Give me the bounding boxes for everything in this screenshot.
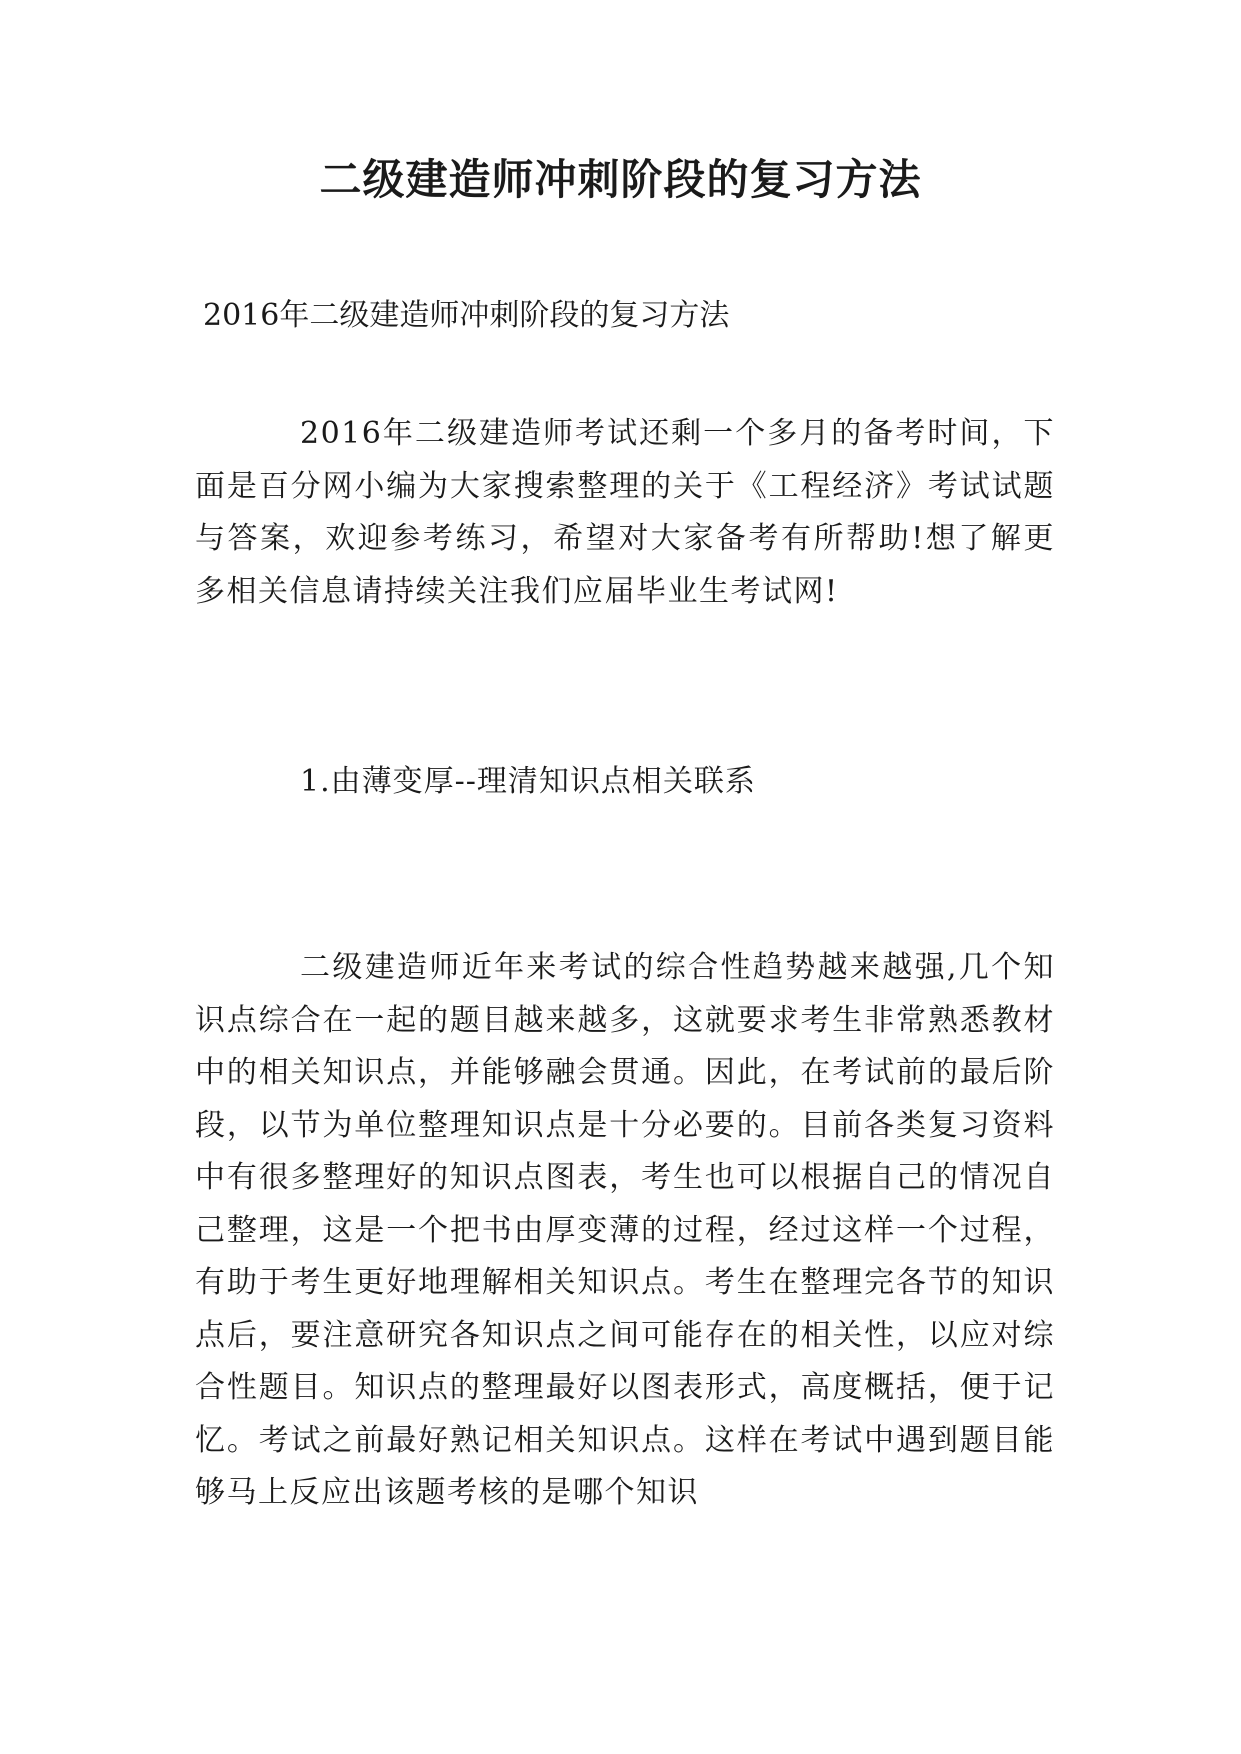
document-subtitle: 2016年二级建造师冲刺阶段的复习方法 [203,298,730,333]
section-heading: 1.由薄变厚--理清知识点相关联系 [300,764,756,799]
intro-paragraph: 2016年二级建造师考试还剩一个多月的备考时间，下面是百分网小编为大家搜索整理的关于《工程经济》考试试题与答案，欢迎参考练习，希望对大家备考有所帮助!想了解更多相关信息请持续关注我们应届毕业生考试网! [195,416,1055,609]
document-title: 二级建造师冲刺阶段的复习方法 [319,155,922,204]
section-body-paragraph: 二级建造师近年来考试的综合性趋势越来越强,几个知识点综合在一起的题目越来越多，这就要求考生非常熟悉教材中的相关知识点，并能够融会贯通。因此，在考试前的最后阶段，以节为单位整理知识点是十分必要的。目前各类复习资料中有很多整理好的知识点图表，考生也可以根据自己的情况自己整理，这是一个把书由厚变薄的过程，经过这样一个过程，有助于考生更好地理解相关知识点。考生在整理完各节的知识点后，要注意研究各知识点之间可能存在的相关性，以应对综合性题目。知识点的整理最好以图表形式，高度概括，便于记忆。考试之前最好熟记相关知识点。这样在考试中遇到题目能够马上反应出该题考核的是哪个知识 [195,950,1055,1510]
